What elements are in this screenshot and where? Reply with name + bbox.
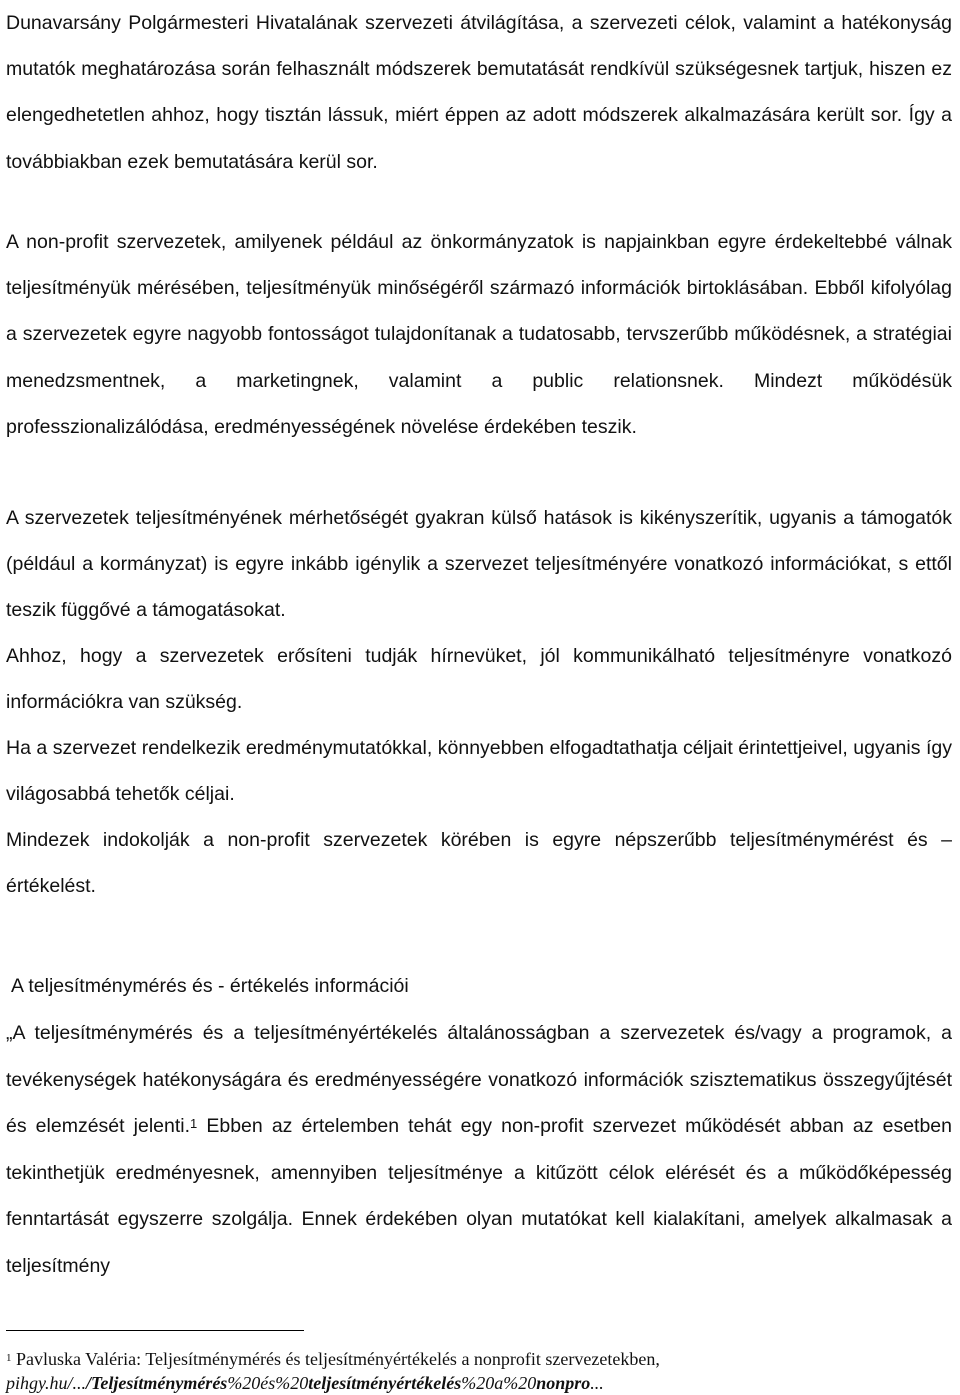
paragraph-summary: Mindezek indokolják a non-profit szervezetek körében is egyre népszerűbb teljesítménymérést és –értékelést. (6, 829, 952, 898)
url-part: %20és%20 (227, 1373, 309, 1393)
definition-continuation: Ebben az értelemben tehát egy non-profit szervezet működését abban az esetben tekinthetjük eredményesnek, amennyiben teljesítménye a kitűzött célok elérését és a működőképesség fenntartását egyszerre szolgálja. Ennek érdekében olyan mutatókat kell kialakítani, amelyek alkalmasak a teljesítmény (6, 1115, 952, 1277)
url-part-bold: teljesítményértékelés (308, 1373, 462, 1393)
section-heading: A teljesítménymérés és - értékelés információi (11, 975, 409, 997)
url-part-bold: /Teljesítménymérés (86, 1373, 228, 1393)
paragraph-measurability: A szervezetek teljesítményének mérhetőségét gyakran külső hatások is kikényszerítik, ugyanis a támogatók (például a kormányzat) is egyre inkább igénylik a szervezet teljesítményére vonatkozó információkat, s ettől teszik függővé a támogatásokat. (6, 507, 952, 622)
footnote-url[interactable] (6, 1371, 952, 1395)
footnote (6, 1347, 952, 1371)
url-part: pihgy.hu/... (6, 1373, 86, 1393)
footnote-text: Pavluska Valéria: Teljesítménymérés és teljesítményértékelés a nonprofit szervezetekben, (11, 1349, 660, 1369)
footnote-separator (6, 1330, 304, 1331)
footnote-reference[interactable]: 1 (190, 1116, 198, 1131)
paragraph-intro: Dunavarsány Polgármesteri Hivatalának szervezeti átvilágítása, a szervezeti célok, valamint a hatékonyság mutatók meghatározása során felhasznált módszerek bemutatását rendkívül szükségesnek tartjuk, hiszen ez elengedhetetlen ahhoz, hogy tisztán lássuk, miért éppen az adott módszerek alkalmazására került sor. Így a továbbiakban ezek bemutatására kerül sor. (6, 12, 952, 173)
url-part-bold: nonpro (536, 1373, 591, 1393)
url-part: ... (590, 1373, 604, 1393)
paragraph-indicators: Ha a szervezet rendelkezik eredménymutatókkal, könnyebben elfogadtathatja céljait érintettjeivel, ugyanis így világosabbá tehetők céljai. (6, 737, 952, 806)
definition-quote: „A teljesítménymérés és a teljesítményértékelés általánosságban a szervezetek és/vagy a programok, a tevékenységek hatékonyságára és eredményességére vonatkozó információk szisztematikus összegyűjtését és elemzését jelenti. (6, 1022, 952, 1137)
url-part: %20a%20 (461, 1373, 537, 1393)
paragraph-definition (6, 1010, 952, 1289)
paragraph-reputation: Ahhoz, hogy a szervezetek erősíteni tudják hírnevüket, jól kommunikálható teljesítményre vonatkozó információkra van szükség. (6, 645, 952, 714)
paragraph-nonprofit: A non-profit szervezetek, amilyenek például az önkormányzatok is napjainkban egyre érdekeltebbé válnak teljesítményük mérésében, teljesítményük minőségéről származó információk birtoklásában. Ebből kifolyólag a szervezetek egyre nagyobb fontosságot tulajdonítanak a tudatosabb, tervszerűbb működésnek, a stratégiai menedzsmentnek, a marketingnek, valamint a public relationsnek. Mindezt működésük professzionalizálódása, eredményességének növelése érdekében teszik. (6, 231, 952, 438)
footnote-mark: 1 (6, 1352, 12, 1364)
